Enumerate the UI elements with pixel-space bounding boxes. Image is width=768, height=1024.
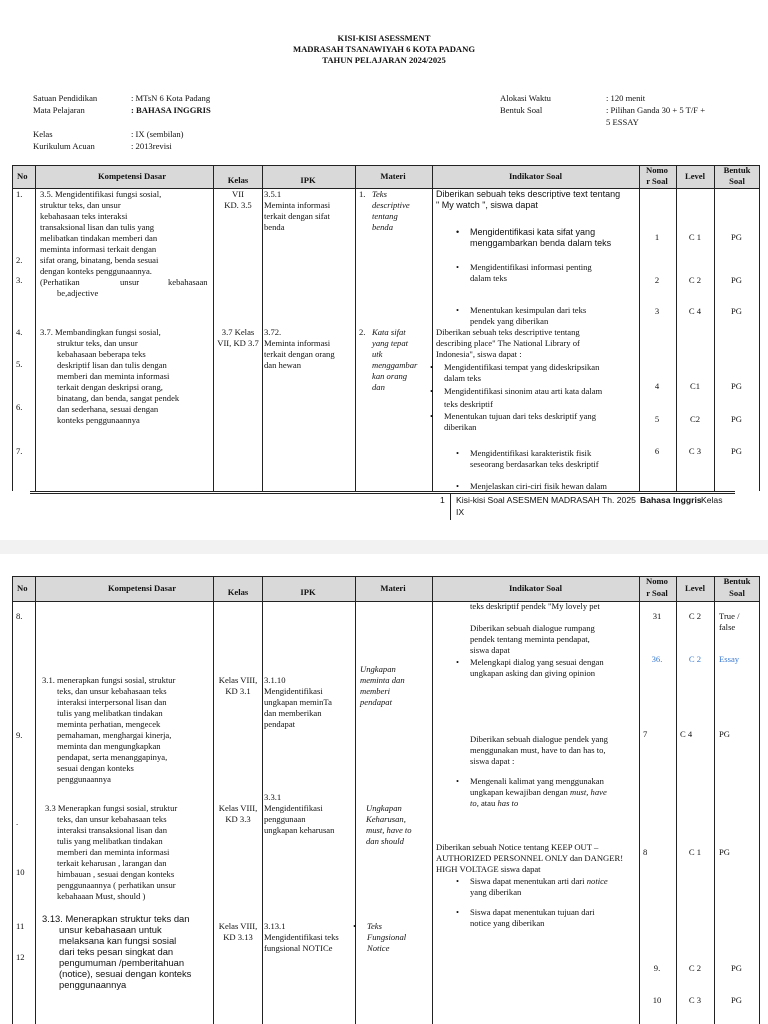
nomor-soal: 1 (654, 232, 660, 242)
kelas-cell: KD 3.3 (225, 814, 251, 824)
level-cell: C 2 (688, 963, 702, 973)
indikator-line: ungkapan asking dan giving opinion (470, 668, 596, 678)
materi-line: benda (372, 222, 394, 232)
kd-line: 3.5. Mengidentifikasi fungsi sosial, (40, 189, 162, 199)
indikator-bullet: • Mengidentifikasi tempat yang dideskripsikan (444, 362, 599, 373)
indikator-bullet (470, 876, 608, 887)
ipk-line: pendapat (264, 719, 296, 729)
header-materi: Materi (380, 583, 406, 593)
kd-line: sesuai dengan konteks (57, 763, 134, 773)
indikator-intro: Diberikan sebuah teks descriptive text tentang (436, 189, 621, 199)
kelas-label: Kelas (33, 129, 53, 139)
level-cell: C 3 (688, 995, 702, 1005)
materi-line: kan orang (372, 371, 408, 381)
indikator-text: Siswa dapat menentukan arti dari (470, 876, 585, 886)
indikator-emphasis: must, have (570, 787, 607, 797)
row-no: 7. (16, 446, 23, 456)
footer-page-number: 1 (440, 495, 445, 505)
kd-line: teks, dan unsur kebahasaan teks (57, 686, 167, 696)
indikator-bullet: • Mengidentifikasi informasi penting (470, 262, 592, 273)
materi-line: Notice (367, 943, 390, 953)
kd-line: transaksional lisan dan tulis yang (40, 222, 155, 232)
kd-line: unsur (120, 277, 140, 287)
indikator-line: dalam teks (444, 373, 481, 383)
kd-line: deskriptif lisan dan tulis dengan (57, 360, 167, 370)
row-no: 12 (16, 952, 25, 962)
kd-line: kebahasaan (168, 277, 208, 287)
kelas-cell: 3.7 Kelas (221, 327, 255, 337)
indikator-emphasis: has to (497, 798, 519, 808)
ipk-line: Mengidentifikasi (264, 803, 323, 813)
kd-line: 3.1. menerapkan fungsi sosial, struktur (42, 675, 176, 685)
indikator-line: notice yang diberikan (470, 918, 545, 928)
header-bentuk: Bentuk (723, 165, 751, 175)
indikator-bullet: • Menentukan kesimpulan dari teks (470, 305, 586, 316)
materi-line: pendapat (360, 697, 392, 707)
kd-line: konteks penggunaannya (57, 415, 140, 425)
mapel-value: : BAHASA INGGRIS (131, 105, 211, 115)
header-bentuk-2: Soal (729, 176, 745, 186)
bentuk-cell: True / (719, 611, 740, 621)
materi-line: Teks (372, 189, 387, 199)
level-cell: C2 (689, 414, 701, 424)
nomor-soal: 7 (643, 729, 648, 739)
kd-line: tulis yang melibatkan tindakan (57, 708, 163, 718)
doc-title-line2: MADRASAH TSANAWIYAH 6 KOTA PADANG (292, 44, 476, 54)
materi-line: Ungkapan (366, 803, 402, 813)
header-bentuk: Bentuk (723, 576, 751, 586)
indikator-intro: Diberikan sebuah dialogue rumpang (470, 623, 595, 633)
kd-line: terkait dengan deskripsi orang, (57, 382, 163, 392)
indikator-intro: describing place" The National Library of (436, 338, 580, 348)
row-no: 1. (16, 189, 23, 199)
materi-line: tentang (372, 211, 398, 221)
header-no: No (17, 171, 28, 181)
indikator-bullet: • Mengidentifikasi karakteristik fisik (470, 448, 591, 459)
materi-line: • Teks (367, 921, 382, 932)
kd-line: meminta dan mengungkapkan (57, 741, 161, 751)
header-level: Level (684, 583, 706, 593)
nomor-soal: 10 (652, 995, 662, 1005)
kd-line: melaksana kan fungsi sosial (59, 935, 177, 946)
satuan-label: Satuan Pendidikan (33, 93, 98, 103)
row-no: 6. (16, 402, 23, 412)
ipk-line: benda (264, 222, 285, 232)
materi-line: yang tepat (372, 338, 409, 348)
nomor-soal: 6 (654, 446, 660, 456)
header-ipk: IPK (300, 175, 316, 185)
row-no: 5. (16, 359, 23, 369)
kd-line: memberi dan meminta informasi (57, 847, 170, 857)
ipk-line: dan hewan (264, 360, 301, 370)
row-no: . (16, 817, 19, 827)
materi-line: menggambar (372, 360, 418, 370)
materi-number: 1. (359, 189, 366, 199)
kd-line: dengan konteks penggunaannya. (40, 266, 152, 276)
bentuk-cell: PG (731, 306, 742, 316)
level-cell: C 2 (688, 611, 702, 621)
kd-line: penggunaannya (57, 774, 111, 784)
bentuk-cell: Essay (719, 654, 740, 664)
indikator-line: yang diberikan (470, 887, 522, 897)
level-cell: C1 (689, 381, 701, 391)
indikator-line: dalam teks (470, 273, 507, 283)
header-ipk: IPK (300, 587, 316, 597)
header-nomor-2: r Soal (646, 588, 668, 598)
ipk-line: terkait dengan sifat (264, 211, 330, 221)
level-cell: C 4 (680, 729, 693, 739)
ipk-line: Mengidentifikasi teks (264, 932, 339, 942)
indikator-line: teks deskriptif (444, 399, 493, 409)
header-no: No (17, 583, 28, 593)
row-no: 3. (16, 275, 23, 285)
ipk-line: 3.3.1 (264, 792, 282, 802)
nomor-soal: 8 (643, 847, 648, 857)
bentuk-value-2: 5 ESSAY (606, 117, 639, 127)
kelas-cell: Kelas VIII, (218, 675, 258, 685)
satuan-value: : MTsN 6 Kota Padang (131, 93, 211, 103)
indikator-text: ungkapan kewajiban dengan (470, 787, 568, 797)
indikator-intro: pendek tentang meminta pendapat, (470, 634, 590, 644)
kelas-cell: Kelas VIII, (218, 803, 258, 813)
header-nomor: Nomo (646, 165, 668, 175)
footer-subject: Bahasa Inggris (640, 495, 702, 505)
materi-line: Kata sifat (372, 327, 406, 337)
kd-line: himbauan , sesuai dengan konteks (57, 869, 175, 879)
bentuk-cell: PG (731, 381, 742, 391)
indikator-line: diberikan (444, 422, 477, 432)
materi-line: must, have to (366, 825, 412, 835)
kd-line: sifat orang, binatang, benda sesuai (40, 255, 159, 265)
kd-line: be,adjective (57, 288, 99, 298)
row-no: 10 (16, 867, 25, 877)
header-kd: Kompetensi Dasar (97, 171, 167, 181)
footer-ix: IX (456, 507, 465, 517)
kd-line: tulis yang melibatkan tindakan (57, 836, 163, 846)
ipk-line: 3.72. (264, 327, 282, 337)
indikator-line (470, 798, 518, 809)
header-kelas: Kelas (227, 587, 249, 597)
kd-line: 3.13. Menerapkan struktur teks dan (42, 913, 190, 924)
header-indikator: Indikator Soal (508, 171, 563, 181)
kd-line: penggunaannya ( perhatikan unsur (57, 880, 176, 890)
materi-line: dan should (366, 836, 404, 846)
level-cell: C 4 (688, 306, 702, 316)
doc-title-line3: TAHUN PELAJARAN 2024/2025 (322, 55, 446, 65)
ipk-line: 3.5.1 (264, 189, 282, 199)
nomor-soal: 36. (651, 654, 663, 664)
kd-line: teks, dan unsur kebahasaan teks (57, 814, 167, 824)
level-cell: C 2 (688, 275, 702, 285)
bentuk-cell: PG (731, 275, 742, 285)
indikator-bullet: • Mengidentifikasi kata sifat yang (470, 227, 595, 238)
row-no: 8. (16, 611, 23, 621)
ipk-line: 3.1.10 (264, 675, 286, 685)
bentuk-cell: false (719, 622, 736, 632)
indikator-bullet: • Mengenali kalimat yang menggunakan (470, 776, 604, 787)
nomor-soal: 9. (653, 963, 661, 973)
kd-line: kebahaaan Must, should ) (57, 891, 146, 901)
indikator-emphasis: notice (586, 876, 608, 886)
ipk-line: Mengidentifikasi (264, 686, 323, 696)
bentuk-cell: PG (731, 995, 742, 1005)
kd-line: meminta perhatian, mengecek (57, 719, 161, 729)
ipk-line: terkait dengan orang (264, 349, 335, 359)
alokasi-value: : 120 menit (606, 93, 646, 103)
nomor-soal: 4 (654, 381, 660, 391)
kd-line: interaksi interpersonal lisan dan (57, 697, 167, 707)
ipk-line: penggunaan (264, 814, 306, 824)
kelas-value: : IX (sembilan) (131, 129, 184, 139)
indikator-intro: Indonesia", siswa dapat : (436, 349, 522, 359)
mapel-label: Mata Pelajaran (33, 105, 85, 115)
kd-line: penggunaannya (59, 979, 127, 990)
kelas-cell: VII, KD 3.7 (217, 338, 259, 348)
header-nomor-2: r Soal (646, 176, 668, 186)
kd-line: pendapat, serta menanggapinya, (57, 752, 168, 762)
header-kd: Kompetensi Dasar (107, 583, 177, 593)
materi-line: Fungsional (367, 932, 407, 942)
ipk-line: Meminta informasi (264, 338, 331, 348)
nomor-soal: 31 (652, 611, 662, 621)
kelas-cell: KD 3.1 (225, 686, 251, 696)
kurikulum-value: : 2013revisi (131, 141, 172, 151)
materi-line: meminta dan (360, 675, 405, 685)
indikator-intro: siswa dapat : (470, 756, 515, 766)
kelas-cell: KD. 3.5 (224, 200, 252, 210)
materi-line: descriptive (372, 200, 410, 210)
materi-number: 2. (359, 327, 366, 337)
ipk-line: 3.13.1 (264, 921, 286, 931)
header-nomor: Nomo (646, 576, 668, 586)
ipk-line: ungkapan keharusan (264, 825, 335, 835)
bentuk-cell: PG (731, 414, 742, 424)
kd-line: pemahaman, menghargai kinerja, (57, 730, 172, 740)
indikator-line (470, 787, 607, 798)
kd-line: binatang, dan benda, sangat pendek (57, 393, 180, 403)
row-no: 2. (16, 255, 23, 265)
footer-text: Kisi-kisi Soal ASESMEN MADRASAH Th. 2025 (456, 495, 636, 505)
kd-line: 3.7. Membandingkan fungsi sosial, (40, 327, 161, 337)
kd-line: struktur teks, dan unsur (57, 338, 138, 348)
bentuk-cell: PG (731, 232, 742, 242)
kd-line: terkait keharusan , larangan dan (57, 858, 167, 868)
kd-line: kebahasaan beberapa teks (57, 349, 146, 359)
materi-line: utk (372, 349, 383, 359)
indikator-intro: Diberikan sebuah teks descriptive tentang (436, 327, 580, 337)
indikator-line: menggambarkan benda dalam teks (470, 238, 612, 248)
indikator-bullet: • Mengidentifikasi sinonim atau arti kata dalam (444, 386, 602, 397)
materi-line: Ungkapan (360, 664, 396, 674)
indikator-intro: " My watch ", siswa dapat (436, 200, 538, 210)
bentuk-value: : Pilihan Ganda 30 + 5 T/F + (606, 105, 706, 115)
indikator-line: seseorang berdasarkan teks deskriptif (470, 459, 599, 469)
indikator-bullet: • Melengkapi dialog yang sesuai dengan (470, 657, 604, 668)
kd-line: dari teks pesan singkat dan (59, 946, 174, 957)
nomor-soal: 2 (654, 275, 660, 285)
ipk-line: fungsional NOTICe (264, 943, 333, 953)
materi-line: dan (372, 382, 385, 392)
kd-line: melibatkan tindakan memberi dan (40, 233, 158, 243)
indikator-bullet: • Menentukan tujuan dari teks deskriptif yang (444, 411, 596, 422)
nomor-soal: 3 (654, 306, 660, 316)
doc-title-line1: KISI-KISI ASESSMENT (337, 33, 431, 43)
kd-line: (Perhatikan (40, 277, 80, 287)
indikator-intro: Diberikan sebuah Notice tentang KEEP OUT – (436, 842, 599, 852)
kd-line: dan sederhana, sesuai dengan (57, 404, 159, 414)
nomor-soal: 5 (654, 414, 660, 424)
materi-line: memberi (360, 686, 391, 696)
materi-line: Keharusan, (366, 814, 406, 824)
kd-line: unsur kebahasaan untuk (59, 924, 162, 935)
kelas-cell: Kelas VIII, (218, 921, 258, 931)
header-indikator: Indikator Soal (508, 583, 563, 593)
kd-line: kebahasaan teks interaksi (40, 211, 128, 221)
kd-line: meminta informasi terkait dengan (40, 244, 157, 254)
indikator-intro: HIGH VOLTAGE siswa dapat (436, 864, 541, 874)
indikator-line: teks deskriptif pendek "My lovely pet (470, 601, 600, 611)
kurikulum-label: Kurikulum Acuan (33, 141, 95, 151)
indikator-intro: Diberikan sebuah dialogue pendek yang (470, 734, 608, 744)
header-kelas: Kelas (227, 175, 249, 185)
indikator-emphasis: to (470, 798, 477, 808)
indikator-intro: menggunakan must, have to dan has to, (470, 745, 606, 755)
kd-line: pengumuman /pemberitahuan (59, 957, 185, 968)
row-no: 4. (16, 327, 23, 337)
ipk-line: Meminta informasi (264, 200, 331, 210)
kd-line: memberi dan meminta informasi (57, 371, 170, 381)
footer-kelas: Kelas (701, 495, 723, 505)
kd-line: interaksi transaksional lisan dan (57, 825, 168, 835)
indikator-intro: AUTHORIZED PERSONNEL ONLY dan DANGER! (436, 853, 624, 863)
ipk-line: ungkapan meminTa (264, 697, 332, 707)
indikator-intro: siswa dapat (470, 645, 510, 655)
kd-line: (notice), sesuai dengan konteks (59, 968, 192, 979)
level-cell: C 1 (688, 232, 702, 242)
level-cell: C 3 (688, 446, 702, 456)
indikator-bullet: • Menjelaskan ciri-ciri fisik hewan dalam (470, 481, 607, 492)
bentuk-cell: PG (719, 847, 730, 857)
row-no: 9. (16, 730, 23, 740)
bentuk-cell: PG (731, 963, 742, 973)
bentuk-label: Bentuk Soal (500, 105, 543, 115)
level-cell: C 2 (688, 654, 702, 664)
page-2 (0, 554, 768, 1024)
bentuk-cell: PG (731, 446, 742, 456)
kelas-cell: KD 3.13 (223, 932, 253, 942)
alokasi-label: Alokasi Waktu (500, 93, 551, 103)
kelas-cell: VII (232, 189, 244, 199)
level-cell: C 1 (688, 847, 702, 857)
kd-line: struktur teks, dan unsur (40, 200, 121, 210)
bentuk-cell: PG (719, 729, 730, 739)
header-level: Level (684, 171, 706, 181)
row-no: 11 (16, 921, 25, 931)
indikator-line: pendek yang diberikan (470, 316, 549, 326)
ipk-line: dan memberikan (264, 708, 322, 718)
indikator-text: , atau (476, 798, 496, 808)
indikator-bullet: • Siswa dapat menentukan tujuan dari (470, 907, 595, 918)
header-bentuk-2: Soal (729, 588, 745, 598)
kd-line: 3.3 Menerapkan fungsi sosial, struktur (45, 803, 178, 813)
header-materi: Materi (380, 171, 406, 181)
